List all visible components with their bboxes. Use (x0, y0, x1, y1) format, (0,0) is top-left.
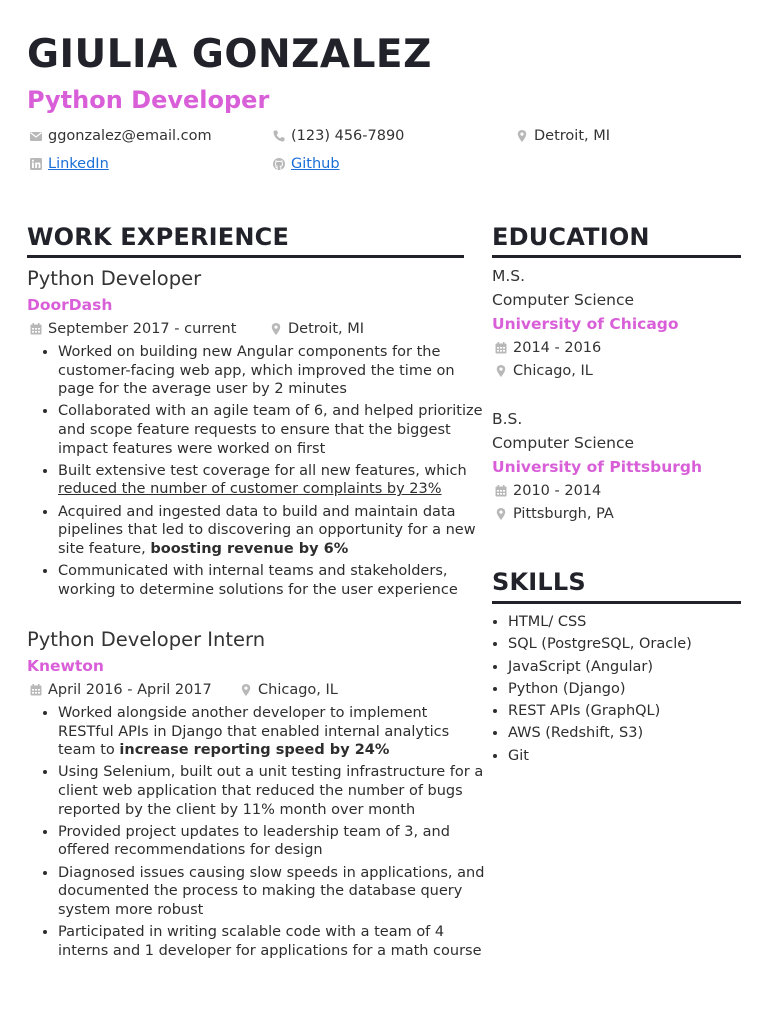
github-icon (272, 157, 286, 171)
job-company: Knewton (27, 657, 104, 675)
map-pin-icon (494, 364, 508, 378)
work-experience-heading: WORK EXPERIENCE (27, 223, 290, 251)
list-item: • Worked alongside another developer to implement RESTful APIs in Django that enabled internal analytics team to increase reporting speed by 24% (58, 704, 486, 760)
skills-divider (492, 601, 741, 604)
school-name: University of Pittsburgh (492, 458, 703, 476)
degree: B.S. (492, 410, 523, 428)
degree: M.S. (492, 267, 526, 285)
job-location-text: Detroit, MI (288, 321, 365, 337)
email-text: ggonzalez@email.com (48, 128, 212, 144)
job-company: DoorDash (27, 296, 113, 314)
list-item: • Built extensive test coverage for all new features, which reduced the number of customer complaints by 23% (58, 462, 486, 499)
job-location (269, 321, 364, 337)
map-pin-icon (239, 683, 253, 697)
list-item: • Acquired and ingested data to build and maintain data pipelines that led to discovering an opportunity for a new site feature, boosting revenue by 6% (58, 503, 486, 559)
list-item: • Using Selenium, built out a unit testing infrastructure for a client web application that reduced the number of bugs reported by the client by 11% month over month (58, 763, 486, 819)
job-title: Python Developer (27, 267, 202, 290)
job-dates (29, 321, 236, 337)
job-location (239, 682, 338, 698)
github-link[interactable]: Github (291, 156, 340, 172)
skill-item: • HTML/ CSS (508, 611, 692, 633)
school-name: University of Chicago (492, 315, 679, 333)
list-item: • Collaborated with an agile team of 6, and helped prioritize and scope feature requests to ensure that the biggest impact features were worked on first (58, 402, 486, 458)
email-contact (29, 128, 212, 144)
map-pin-icon (515, 129, 529, 143)
job-bullets (40, 704, 486, 964)
field-of-study: Computer Science (492, 434, 635, 452)
job-dates (29, 682, 212, 698)
linkedin-icon (29, 157, 43, 171)
field-of-study: Computer Science (492, 291, 635, 309)
linkedin-link[interactable]: LinkedIn (48, 156, 109, 172)
skills-heading: SKILLS (492, 568, 586, 596)
location-contact (515, 128, 610, 144)
list-item: • Diagnosed issues causing slow speeds in applications, and documented the process to making the database query system more robust (58, 864, 486, 920)
skill-item: • SQL (PostgreSQL, Oracle) (508, 633, 692, 655)
candidate-name: GIULIA GONZALEZ (27, 32, 432, 77)
envelope-icon (29, 129, 43, 143)
job-dates-text: April 2016 - April 2017 (48, 682, 212, 698)
skills-list (490, 611, 692, 767)
skill-item: • Git (508, 745, 692, 767)
job-dates-text: September 2017 - current (48, 321, 237, 337)
phone-icon (272, 129, 286, 143)
list-item: • Communicated with internal teams and stakeholders, working to determine solutions for the user experience (58, 562, 486, 599)
location-text: Detroit, MI (534, 128, 611, 144)
education-location: Pittsburgh, PA (494, 506, 614, 522)
education-dates: 2014 - 2016 (494, 340, 601, 356)
job-title: Python Developer Intern (27, 628, 266, 651)
map-pin-icon (269, 322, 283, 336)
education-location: Chicago, IL (494, 363, 593, 379)
education-divider (492, 255, 741, 258)
skill-item: • REST APIs (GraphQL) (508, 700, 692, 722)
skill-item: • AWS (Redshift, S3) (508, 722, 692, 744)
list-item: • Participated in writing scalable code with a team of 4 interns and 1 developer for applications for a math course (58, 923, 486, 960)
phone-text: (123) 456-7890 (291, 128, 405, 144)
job-bullets (40, 343, 486, 603)
education-dates: 2010 - 2014 (494, 483, 601, 499)
github-contact (272, 156, 340, 172)
skill-item: • JavaScript (Angular) (508, 656, 692, 678)
phone-contact (272, 128, 404, 144)
calendar-icon (29, 683, 43, 697)
skill-item: • Python (Django) (508, 678, 692, 700)
list-item: • Worked on building new Angular components for the customer-facing web app, which improved the time on page for the average user by 2 minutes (58, 343, 486, 399)
education-heading: EDUCATION (492, 223, 650, 251)
calendar-icon (29, 322, 43, 336)
calendar-icon (494, 341, 508, 355)
calendar-icon (494, 484, 508, 498)
candidate-title: Python Developer (27, 86, 270, 114)
map-pin-icon (494, 507, 508, 521)
linkedin-contact (29, 156, 109, 172)
work-experience-divider (27, 255, 464, 258)
list-item: • Provided project updates to leadership team of 3, and offered recommendations for design (58, 823, 486, 860)
job-location-text: Chicago, IL (258, 682, 338, 698)
